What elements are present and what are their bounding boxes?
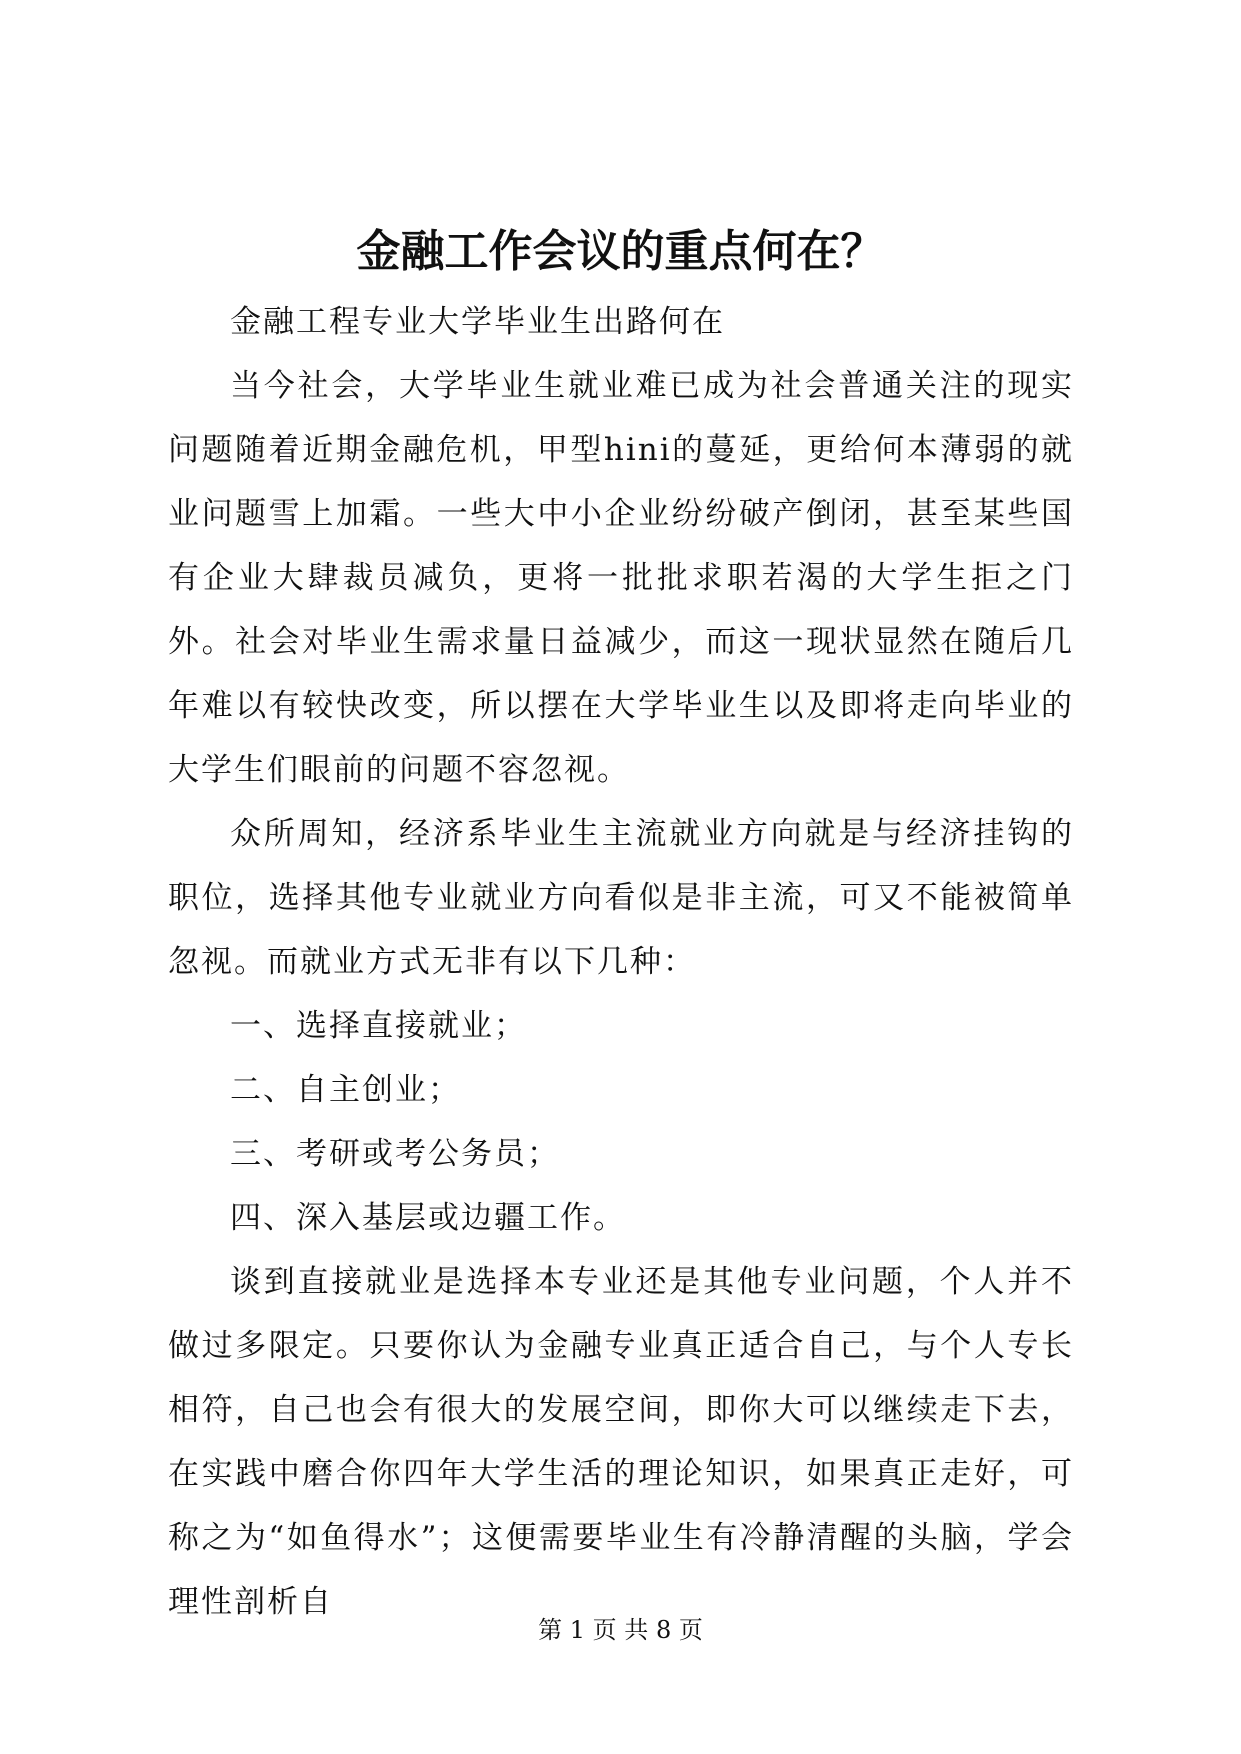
document-body — [168, 290, 1074, 1634]
page-footer: 第 1 页 共 8 页 — [538, 1616, 703, 1644]
paragraph: 当今社会，大学毕业生就业难已成为社会普通关注的现实问题随着近期金融危机，甲型hini的蔓延，更给何本薄弱的就业问题雪上加霜。一些大中小企业纷纷破产倒闭，甚至某些国有企业大肆裁员减负，更将一批批求职若渴的大学生拒之门外。社会对毕业生需求量日益减少，而这一现状显然在随后几年难以有较快改变，所以摆在大学毕业生以及即将走向毕业的大学生们眼前的问题不容忽视。 — [168, 368, 1074, 788]
document-title: 金融工作会议的重点何在？ — [356, 226, 885, 277]
paragraph: 众所周知，经济系毕业生主流就业方向就是与经济挂钩的职位，选择其他专业就业方向看似是非主流，可又不能被简单忽视。而就业方式无非有以下几种： — [168, 816, 1074, 980]
paragraph-subtitle: 金融工程专业大学毕业生出路何在 — [230, 304, 725, 340]
list-item: 一、选择直接就业； — [230, 1008, 527, 1044]
list-item: 四、深入基层或边疆工作。 — [230, 1200, 626, 1236]
list-item: 三、考研或考公务员； — [230, 1136, 560, 1172]
paragraph: 谈到直接就业是选择本专业还是其他专业问题，个人并不做过多限定。只要你认为金融专业真正适合自己，与个人专长相符，自己也会有很大的发展空间，即你大可以继续走下去，在实践中磨合你四年大学生活的理论知识，如果真正走好，可称之为“如鱼得水”；这便需要毕业生有冷静清醒的头脑，学会理性剖析自 — [168, 1264, 1074, 1620]
list-item: 二、自主创业； — [230, 1072, 461, 1108]
